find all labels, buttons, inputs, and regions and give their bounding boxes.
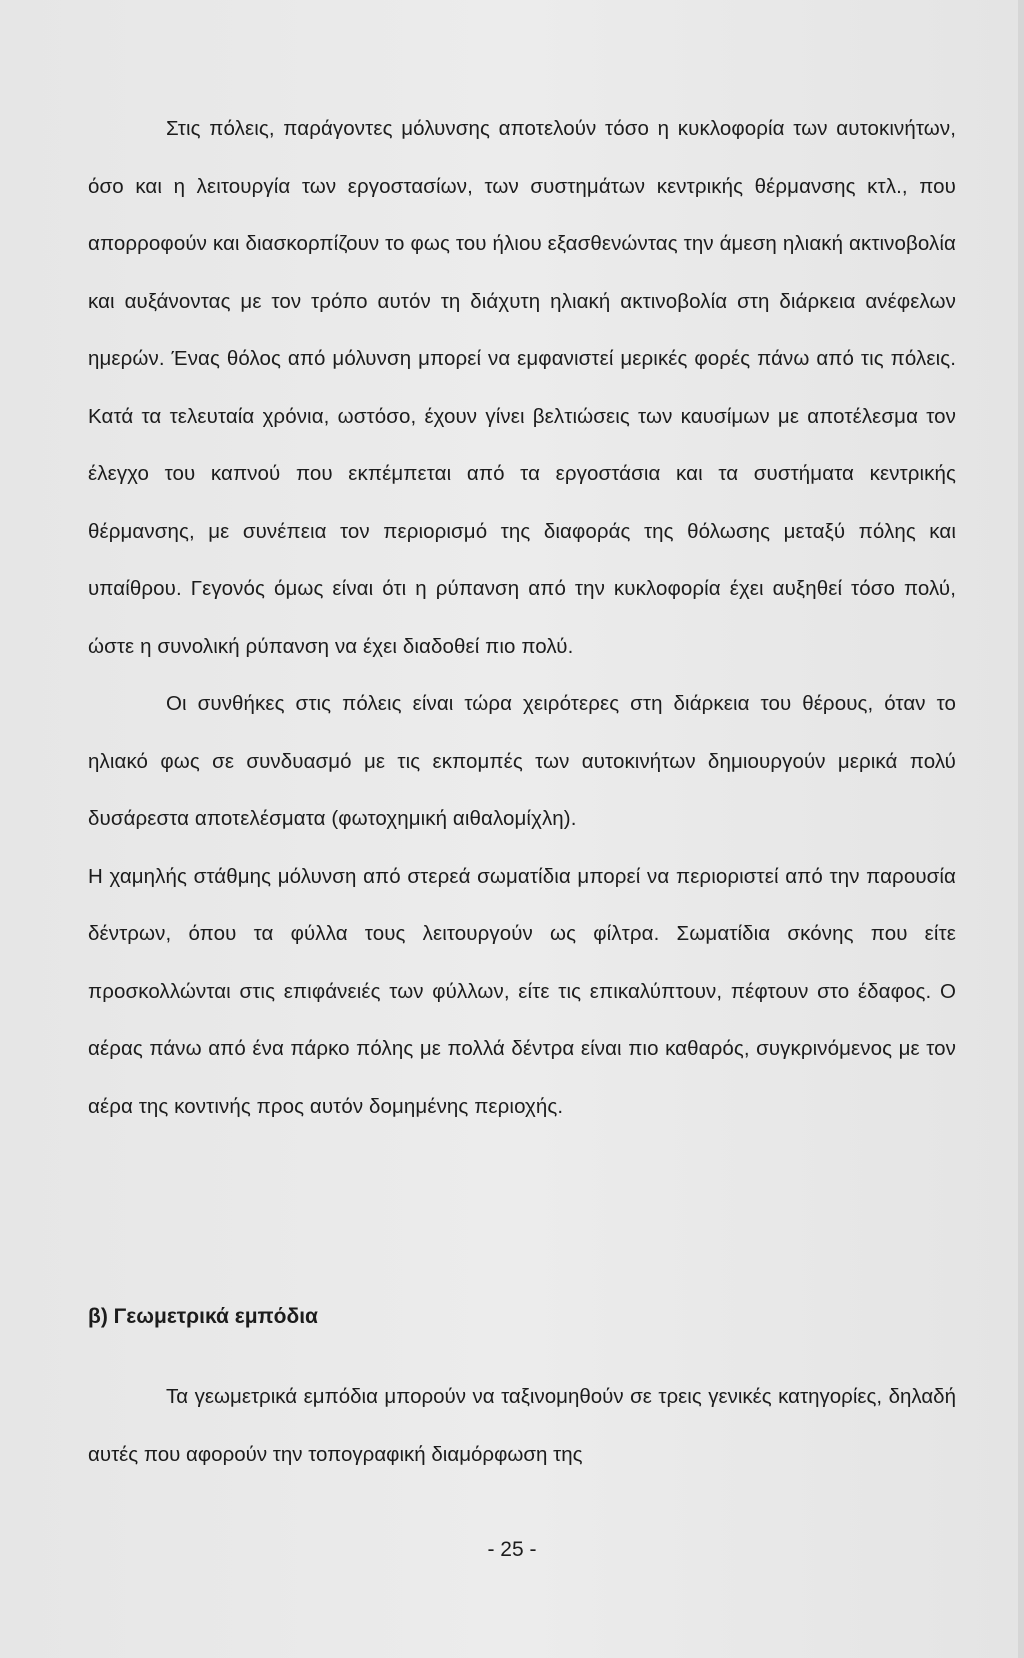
paragraph-1: Στις πόλεις, παράγοντες μόλυνσης αποτελούν τόσο η κυκλοφορία των αυτοκινήτων, όσο και η λειτουργία των εργοστασίων, των συστημάτων κεντρικής θέρμανσης κτλ., που απορροφούν και διασκορπίζουν το φως του ήλιου εξασθενώντας την άμεση ηλιακή ακτινοβολία και αυξάνοντας με τον τρόπο αυτόν τη διάχυτη ηλιακή ακτινοβολία στη διάρκεια ανέφελων ημερών. Ένας θόλος από μόλυνση μπορεί να εμφανιστεί μερικές φορές πάνω από τις πόλεις. Κατά τα τελευταία χρόνια, ωστόσο, έχουν γίνει βελτιώσεις των καυσίμων με αποτέλεσμα τον έλεγχο του καπνού που εκπέμπεται από τα εργοστάσια και τα συστήματα κεντρικής θέρμανσης, με συνέπεια τον περιορισμό της διαφοράς της θόλωσης μεταξύ πόλης και υπαίθρου. Γεγονός όμως είναι ότι η ρύπανση από την κυκλοφορία έχει αυξηθεί τόσο πολύ, ώστε η συνολική ρύπανση να έχει διαδοθεί πιο πολύ. bbox=[88, 117, 956, 658]
body-text bbox=[88, 100, 956, 1135]
paragraph-4: Τα γεωμετρικά εμπόδια μπορούν να ταξινομηθούν σε τρεις γενικές κατηγορίες, δηλαδή αυτές που αφορούν την τοπογραφική διαμόρφωση της bbox=[88, 1385, 956, 1466]
body-text-continued bbox=[88, 1368, 956, 1483]
page-number: - 25 - bbox=[487, 1538, 537, 1561]
paragraph-2: Οι συνθήκες στις πόλεις είναι τώρα χειρότερες στη διάρκεια του θέρους, όταν το ηλιακό φως σε συνδυασμό με τις εκπομπές των αυτοκινήτων δημιουργούν μερικά πολύ δυσάρεστα αποτελέσματα (φωτοχημική αιθαλομίχλη). bbox=[88, 692, 956, 830]
section-heading: β) Γεωμετρικά εμπόδια bbox=[88, 1305, 318, 1328]
scan-edge bbox=[1018, 0, 1024, 1658]
paragraph-3: Η χαμηλής στάθμης μόλυνση από στερεά σωματίδια μπορεί να περιοριστεί από την παρουσία δέντρων, όπου τα φύλλα τους λειτουργούν ως φίλτρα. Σωματίδια σκόνης που είτε προσκολλώνται στις επιφάνειές των φύλλων, είτε τις επικαλύπτουν, πέφτουν στο έδαφος. Ο αέρας πάνω από ένα πάρκο πόλης με πολλά δέντρα είναι πιο καθαρός, συγκρινόμενος με τον αέρα της κοντινής προς αυτόν δομημένης περιοχής. bbox=[88, 864, 956, 1118]
